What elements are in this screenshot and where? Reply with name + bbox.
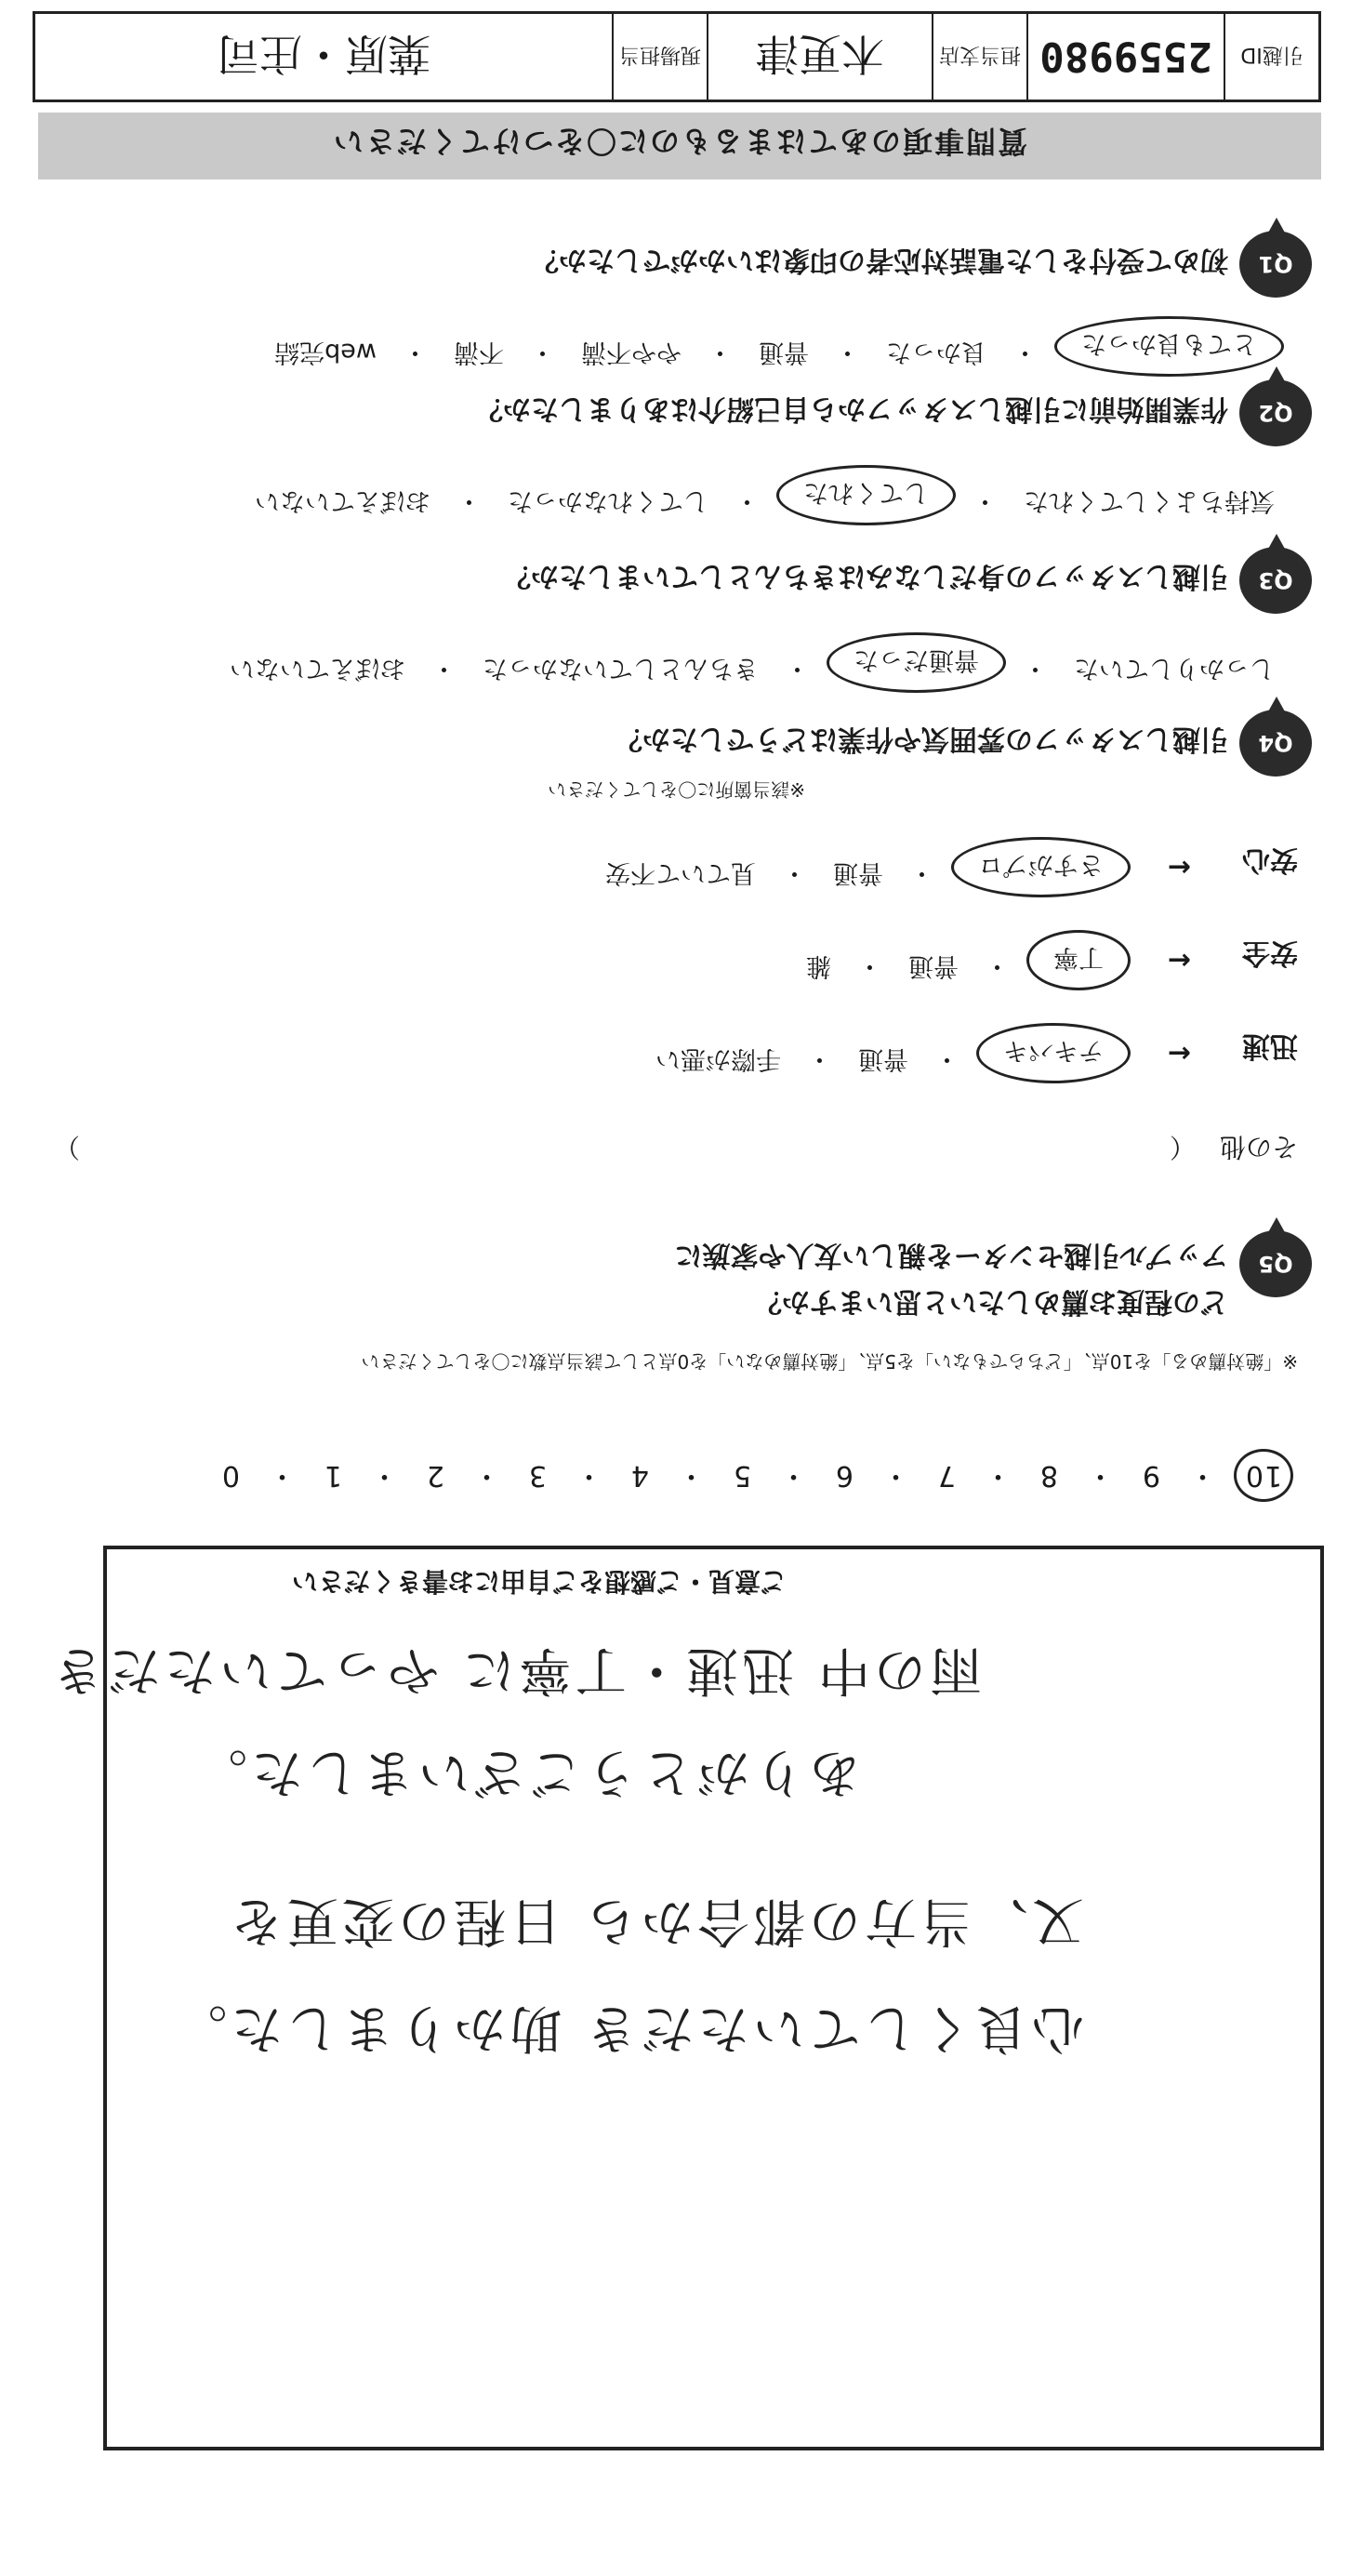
q2-question: 作業開始前に引越しスタッフから自己紹介はありましたか？: [475, 392, 1228, 425]
q1-option-selected[interactable]: とても良かった: [1054, 316, 1284, 377]
q4-note: ※該当箇所に〇をしてください: [548, 778, 805, 801]
q4-row-label-jinsoku: 迅速: [1242, 1029, 1298, 1062]
instruction-header: [38, 113, 1321, 179]
q4-question: 引越しスタッフの雰囲気や作業はどうでしたか？: [615, 723, 1228, 755]
q5-score[interactable]: 1: [323, 1459, 343, 1492]
q3-option[interactable]: きちんとしていなかった: [483, 654, 759, 683]
instruction-text: 質問事項のあてはまるものに〇をつけてください: [332, 124, 1028, 159]
q3-badge: Q3: [1239, 547, 1312, 614]
q1-question: 初めて受付をした電話対応者の印象はいかがでしたか？: [531, 244, 1228, 276]
q5-score-scale: 10・9・8・7・6・5・4・3・2・1・0: [211, 1449, 1293, 1502]
q4-row-label-anshin: 安心: [1242, 843, 1298, 876]
q4-row-options-anzen: 丁寧 ・ 普通 ・ 雑: [797, 930, 1131, 990]
q2-option[interactable]: おぼえていない: [255, 486, 430, 515]
arrow-icon: ←: [1167, 1037, 1191, 1069]
q4-row-label-anzen: 安全: [1242, 936, 1298, 969]
q4-option[interactable]: 普通: [833, 858, 883, 887]
q4-option-selected[interactable]: 丁寧: [1026, 930, 1131, 990]
q4-option-selected[interactable]: テキパキ: [976, 1023, 1131, 1083]
id-value: 2559980: [1026, 14, 1224, 100]
q4-other-label: その他: [1219, 1132, 1298, 1162]
branch-label: 担当支店: [932, 14, 1026, 100]
q2-option[interactable]: 気持ちよくしてくれた: [1024, 486, 1275, 515]
q4-option[interactable]: 手際が悪い: [655, 1044, 781, 1073]
q1-option[interactable]: 不満: [454, 338, 504, 366]
q5-note: ※「絶対薦める」を10点、「どちらでもない」を5点、「絶対薦めない」を0点として該当点数に〇をしてください: [361, 1350, 1298, 1373]
q4-row-options-anshin: さすがプロ ・ 普通 ・ 見ていて不安: [596, 837, 1131, 897]
q5-score[interactable]: 9: [1141, 1459, 1161, 1492]
q1-option[interactable]: やや不満: [581, 338, 682, 366]
q5-score[interactable]: 5: [732, 1459, 752, 1492]
q4-badge: Q4: [1239, 710, 1312, 777]
q5-question-line2: どの程度お薦めしたいと思いますか？: [754, 1285, 1228, 1318]
q5-score[interactable]: 8: [1039, 1459, 1059, 1492]
q1-option[interactable]: 良かった: [886, 338, 986, 366]
q3-option-selected[interactable]: 普通だった: [827, 632, 1006, 693]
q1-option[interactable]: web完結: [274, 338, 377, 366]
comment-line: ありがとうございました。: [192, 1742, 861, 1802]
comment-line: 雨の中 迅速・丁寧に やっていただき: [48, 1640, 982, 1700]
q5-score[interactable]: 6: [834, 1459, 854, 1492]
arrow-icon: ←: [1167, 944, 1191, 976]
q5-score-selected[interactable]: 10: [1234, 1449, 1293, 1502]
id-label: 引越ID: [1224, 14, 1318, 100]
arrow-icon: ←: [1167, 851, 1191, 883]
q3-option[interactable]: おぼえていない: [230, 654, 405, 683]
q1-badge: Q1: [1239, 231, 1312, 298]
q5-score[interactable]: 7: [936, 1459, 957, 1492]
q5-score[interactable]: 0: [220, 1459, 241, 1492]
q4-option[interactable]: 見ていて不安: [605, 858, 756, 887]
q4-option[interactable]: 普通: [858, 1044, 908, 1073]
comment-line: 心良くしていただき 助かりました。: [171, 1998, 1084, 2058]
q3-question: 引越しスタッフの身だしなみはきちんとしていましたか？: [503, 560, 1228, 592]
q5-question-line1: アップル引越センターを親しい友人や家族に: [674, 1239, 1228, 1271]
q2-options: 気持ちよくしてくれた ・ してくれた ・ してくれなかった ・ おぼえていない: [245, 465, 1284, 525]
q5-score[interactable]: 3: [527, 1459, 548, 1492]
q5-score[interactable]: 4: [629, 1459, 650, 1492]
q1-option[interactable]: 普通: [759, 338, 809, 366]
q5-badge: Q5: [1239, 1230, 1312, 1297]
comment-line: 又、当方の都合から 日程の変更を: [227, 1891, 1084, 1951]
q4-option[interactable]: 雑: [806, 951, 831, 980]
q1-options: とても良かった ・ 良かった ・ 普通 ・ やや不満 ・ 不満 ・ web完結: [265, 316, 1284, 377]
branch-value: 木更津: [707, 14, 932, 100]
q4-other-paren-close: ）: [53, 1132, 80, 1162]
q4-option-selected[interactable]: さすがプロ: [951, 837, 1131, 897]
q2-badge: Q2: [1239, 379, 1312, 446]
q4-option[interactable]: 普通: [908, 951, 959, 980]
q2-option-selected[interactable]: してくれた: [776, 465, 956, 525]
q5-score[interactable]: 2: [425, 1459, 445, 1492]
staff-label: 現場担当: [612, 14, 707, 100]
q4-row-options-jinsoku: テキパキ ・ 普通 ・ 手際が悪い: [646, 1023, 1131, 1083]
comment-box-title: ご意見・ご感想をご自由にお書きください: [291, 1566, 787, 1597]
q2-option[interactable]: してくれなかった: [508, 486, 708, 515]
q4-other-paren-open: （: [1169, 1132, 1196, 1162]
staff-value: 葉原・庄司: [217, 29, 430, 79]
q3-options: しっかりしていた ・ 普通だった ・ きちんとしていなかった ・ おぼえていない: [220, 632, 1284, 693]
id-table: [33, 11, 1321, 102]
q3-option[interactable]: しっかりしていた: [1074, 654, 1275, 683]
